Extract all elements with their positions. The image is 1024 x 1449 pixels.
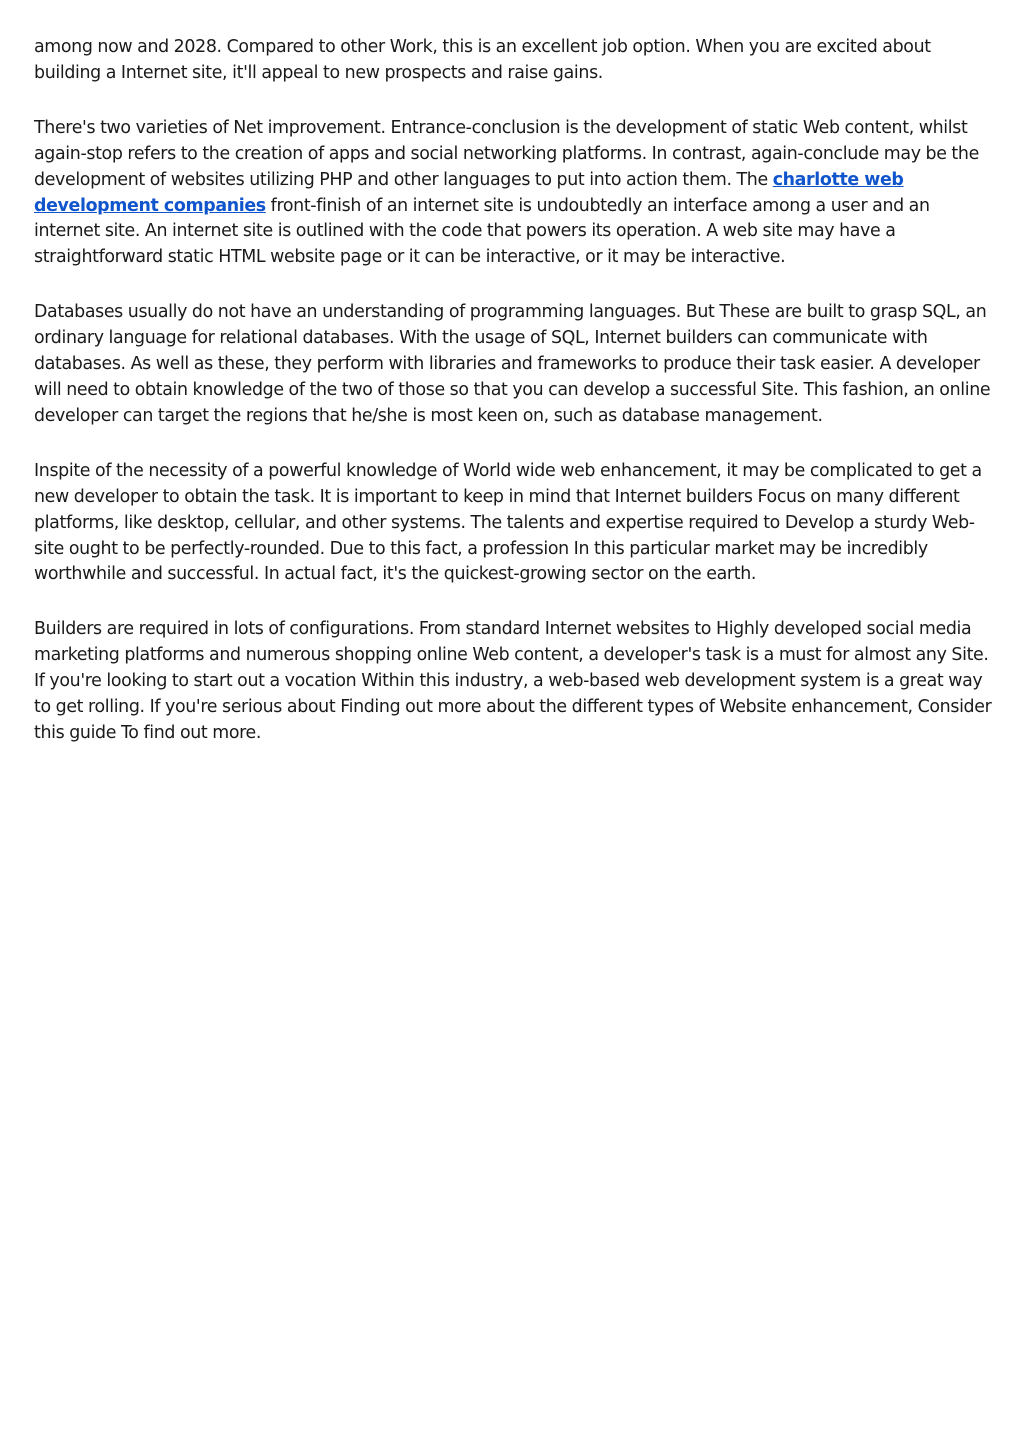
paragraph: Databases usually do not have an understanding of programming languages. But These are built to grasp SQL, an ordinary language for relational databases. With the usage of SQL, Internet builders can communicate with databases. As well as these, they perform with libraries and frameworks to produce their task easier. A developer will need to obtain knowledge of the two of those so that you can develop a successful Site. This fashion, an online developer can target the regions that he/she is most keen on, such as database management. (34, 302, 991, 426)
paragraph (34, 116, 994, 271)
charlotte-web-development-link[interactable]: charlotte web development companies (34, 169, 904, 216)
paragraph-text-before-link: There's two varieties of Net improvement. Entrance-conclusion is the development of static Web content, whilst again-stop refers to the creation of apps and social networking platforms. In contrast, again-conclude may be the development of websites utilizing PHP and other languages to put into action them. The (34, 117, 979, 190)
paragraph: among now and 2028. Compared to other Work, this is an excellent job option. When you are excited about building a Internet site, it'll appeal to new prospects and raise gains. (34, 37, 931, 83)
document-body (34, 35, 994, 776)
paragraph-text-after-link: front-finish of an internet site is undoubtedly an interface among a user and an internet site. An internet site is outlined with the code that powers its operation. A web site may have a straightforward static HTML website page or it can be interactive, or it may be interactive. (34, 195, 930, 268)
paragraph: Inspite of the necessity of a powerful knowledge of World wide web enhancement, it may be complicated to get a new developer to obtain the task. It is important to keep in mind that Internet builders Focus on many different platforms, like desktop, cellular, and other systems. The talents and expertise required to Develop a sturdy Web-site ought to be perfectly-rounded. Due to this fact, a profession In this particular market may be incredibly worthwhile and successful. In actual fact, it's the quickest-growing sector on the earth. (34, 460, 982, 585)
paragraph: Builders are required in lots of configurations. From standard Internet websites to Highly developed social media marketing platforms and numerous shopping online Web content, a developer's task is a must for almost any Site. If you're looking to start out a vocation Within this industry, a web-based web development system is a great way to get rolling. If you're serious about Finding out more about the different types of Website enhancement, Consider this guide To find out more. (34, 619, 992, 743)
